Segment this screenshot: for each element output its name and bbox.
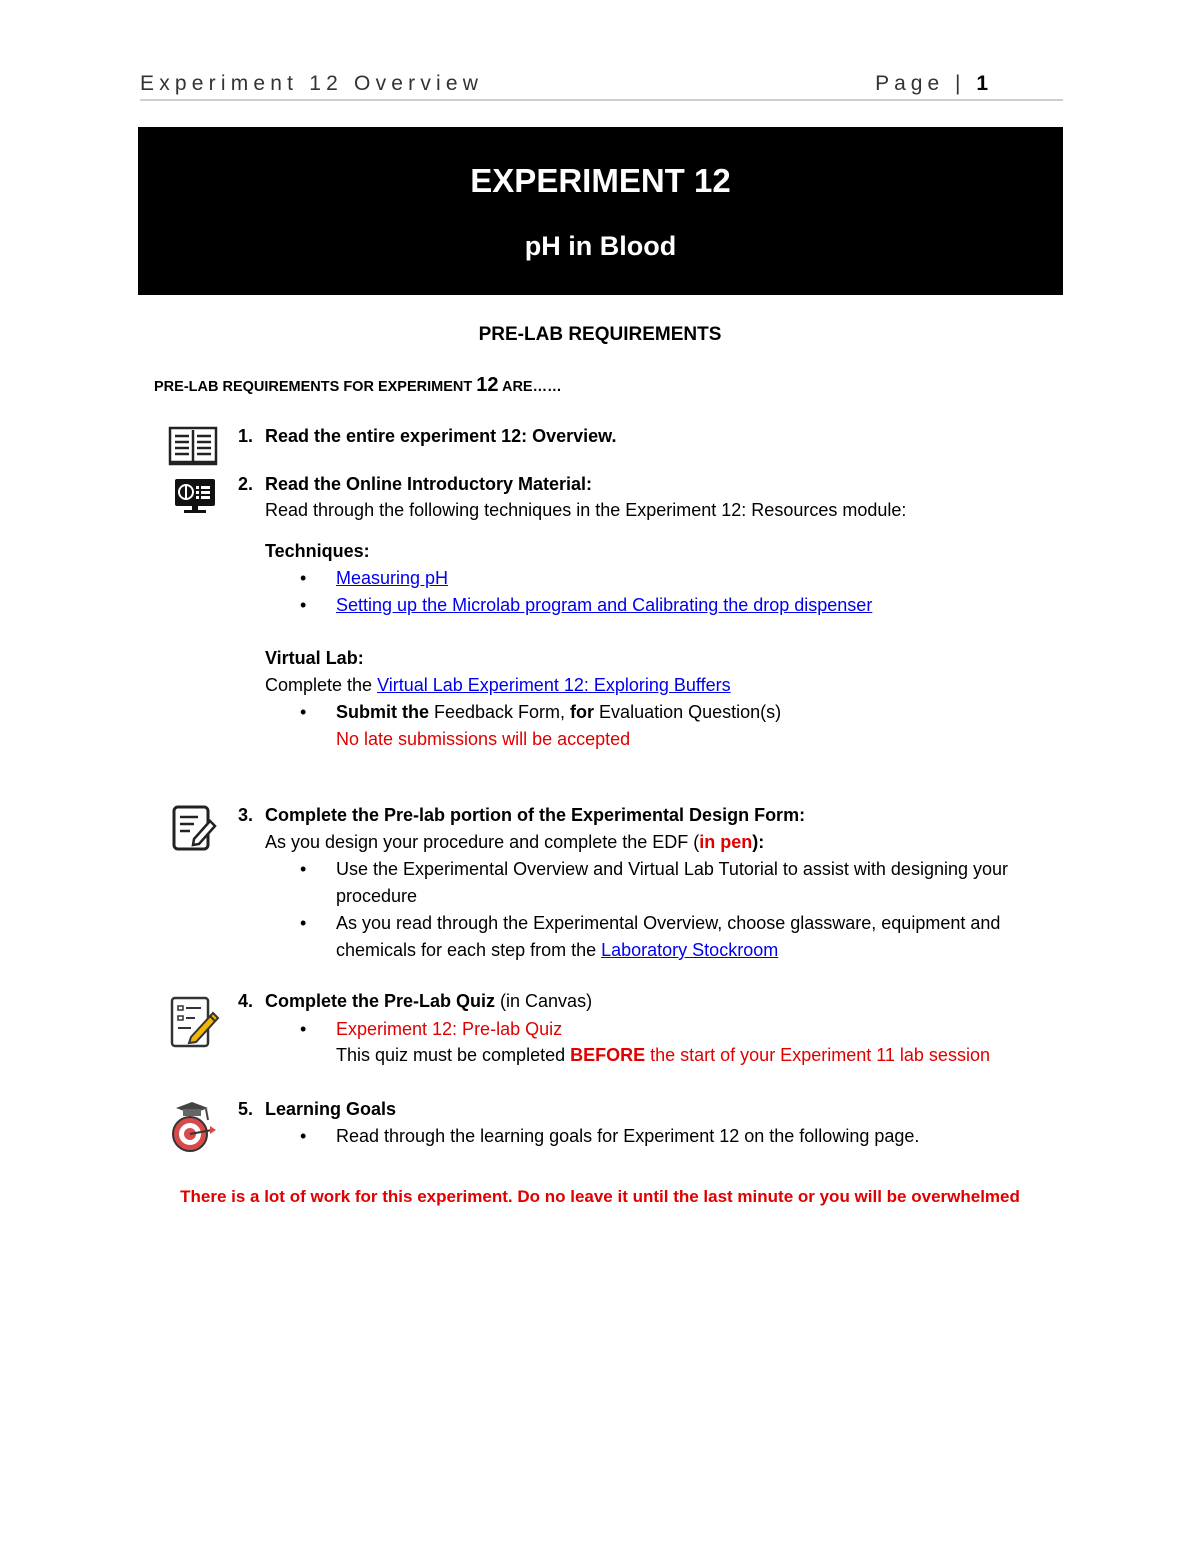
item-3-bullet-1-line-1: Use the Experimental Overview and Virtual Lab Tutorial to assist with designing your xyxy=(336,859,1009,879)
item-3-bullet-1-line-2: procedure xyxy=(336,886,418,906)
item-4-number: 4. xyxy=(238,991,254,1011)
measuring-ph-link[interactable]: Measuring pH xyxy=(336,568,449,588)
intro-number: 12 xyxy=(476,374,499,396)
in-pen-emphasis: in pen xyxy=(699,832,753,852)
item-3-title: Complete the Pre-lab portion of the Experimental Design Form: xyxy=(265,805,806,825)
goals-target-icon xyxy=(166,1100,222,1154)
quiz-icon xyxy=(169,995,221,1049)
item-1-number: 1. xyxy=(238,426,254,446)
item-2-text: Read through the following techniques in the Experiment 12: Resources module: xyxy=(265,500,907,520)
title-banner xyxy=(138,127,1063,295)
techniques-label: Techniques: xyxy=(265,541,370,561)
page-number: 1 xyxy=(976,72,990,95)
workload-warning: There is a lot of work for this experiment. Do no leave it until the last minute or you will be overwhelmed xyxy=(180,1187,1020,1206)
intro-prefix: PRE-LAB REQUIREMENTS FOR EXPERIMENT xyxy=(154,379,477,395)
quiz-deadline-note xyxy=(336,1045,990,1066)
submit-eval: Evaluation Question(s) xyxy=(594,702,782,722)
book-icon xyxy=(168,426,218,466)
bullet: • xyxy=(300,859,307,879)
item-3-text-suffix: ): xyxy=(752,832,765,852)
running-header-title: Experiment 12 Overview xyxy=(140,72,484,95)
submit-text: Feedback Form, xyxy=(429,702,571,722)
bullet: • xyxy=(300,568,307,588)
item-4-title xyxy=(265,991,592,1012)
virtual-lab-link[interactable]: Virtual Lab Experiment 12: Exploring Buffers xyxy=(377,675,731,695)
intro-line xyxy=(154,374,562,397)
item-3-text xyxy=(265,832,764,853)
header-rule xyxy=(140,99,1063,101)
edit-form-icon xyxy=(170,803,220,853)
stockroom-prefix: chemicals for each step from the xyxy=(336,940,602,960)
before-emphasis: BEFORE xyxy=(570,1045,646,1065)
microlab-setup-link[interactable]: Setting up the Microlab program and Calibrating the drop dispenser xyxy=(336,595,873,615)
submit-for: for xyxy=(570,702,595,722)
prelab-quiz-name: Experiment 12: Pre-lab Quiz xyxy=(336,1019,563,1039)
late-submission-note: No late submissions will be accepted xyxy=(336,729,631,749)
bullet: • xyxy=(300,1126,307,1146)
monitor-icon xyxy=(174,478,216,514)
item-4-title-bold: Complete the Pre-Lab Quiz xyxy=(265,991,496,1011)
item-3-number: 3. xyxy=(238,805,254,825)
banner-title: EXPERIMENT 12 xyxy=(470,162,731,199)
submit-bold: Submit the xyxy=(336,702,429,722)
item-3-bullet-2-line-1: As you read through the Experimental Overview, choose glassware, equipment and xyxy=(336,913,1001,933)
page-label: Page | xyxy=(875,72,966,95)
item-4-title-rest: (in Canvas) xyxy=(495,991,593,1011)
item-1-title: Read the entire experiment 12: Overview. xyxy=(265,426,617,446)
item-5-title: Learning Goals xyxy=(265,1099,397,1119)
bullet: • xyxy=(300,702,307,722)
quiz-note-red: the start of your Experiment 11 lab session xyxy=(645,1045,990,1065)
banner-subtitle: pH in Blood xyxy=(524,231,677,261)
item-2-number: 2. xyxy=(238,474,254,494)
running-header-page xyxy=(875,72,990,96)
bullet: • xyxy=(300,1019,307,1039)
item-5-bullet: Read through the learning goals for Experiment 12 on the following page. xyxy=(336,1126,920,1146)
item-3-text-prefix: As you design your procedure and complete the EDF ( xyxy=(265,832,700,852)
virtual-lab-label: Virtual Lab: xyxy=(265,648,364,668)
virtual-lab-line xyxy=(265,675,731,696)
quiz-note-prefix: This quiz must be completed xyxy=(336,1045,571,1065)
laboratory-stockroom-link[interactable]: Laboratory Stockroom xyxy=(601,940,779,960)
item-3-bullet-2-line-2 xyxy=(336,940,778,961)
section-title: PRE-LAB REQUIREMENTS xyxy=(478,324,722,345)
item-5-number: 5. xyxy=(238,1099,254,1119)
submit-feedback-line xyxy=(336,702,781,723)
virtual-lab-prefix: Complete the xyxy=(265,675,378,695)
bullet: • xyxy=(300,595,307,615)
intro-suffix: ARE…… xyxy=(498,379,562,395)
bullet: • xyxy=(300,913,307,933)
item-2-title: Read the Online Introductory Material: xyxy=(265,474,593,494)
